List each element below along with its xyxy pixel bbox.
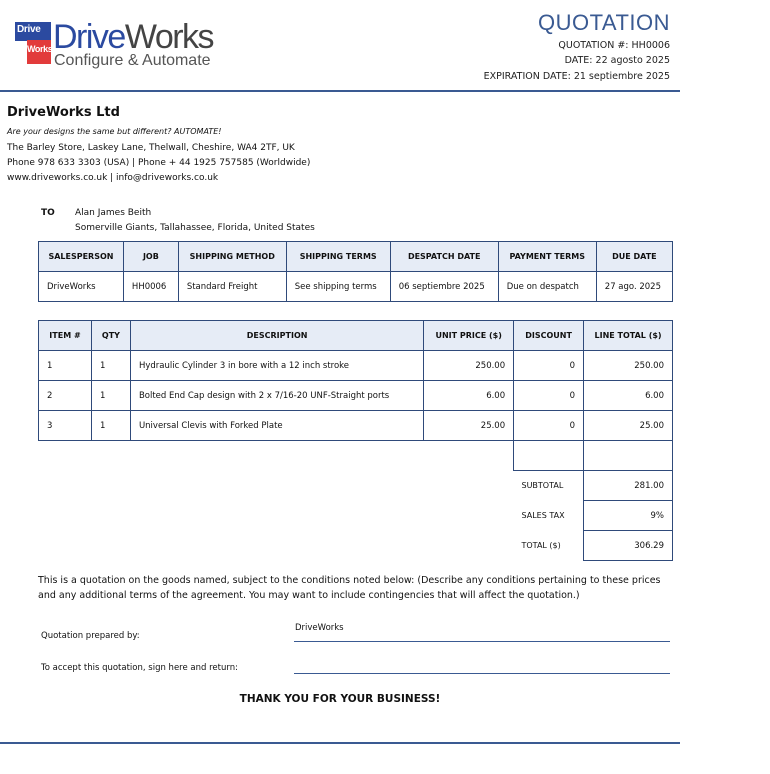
col-due-date: DUE DATE [596,242,672,272]
col-description: DESCRIPTION [130,321,423,351]
logo-mark [15,22,51,64]
item-unit-price: 250.00 [424,351,514,381]
col-unit-price: UNIT PRICE ($) [424,321,514,351]
totals-table [513,440,673,561]
quotation-date: DATE: 22 agosto 2025 [564,55,670,66]
item-description: Universal Clevis with Forked Plate [130,411,423,441]
col-payment-terms: PAYMENT TERMS [498,242,596,272]
logo-mark-bottom: Works [27,44,53,54]
total-label: TOTAL ($) [521,541,561,550]
col-salesperson: SALESPERSON [39,242,124,272]
customer-name: Alan James Beith [75,208,152,218]
col-shipping-method: SHIPPING METHOD [178,242,286,272]
items-table [38,320,673,441]
item-qty: 1 [91,411,130,441]
total-row [514,531,673,561]
company-name: DriveWorks Ltd [7,105,120,120]
quotation-conditions-note: This is a quotation on the goods named, subject to the conditions noted below: (Describe any conditions pertaining to these prices and any additional terms of the agreement. You may want to include contingencies that will affect the quotation.) [38,575,661,601]
tax-row [514,501,673,531]
sales-tax-value: 9% [584,501,673,531]
customer-address: Somerville Giants, Tallahassee, Florida, United States [75,223,315,233]
prepared-by-value: DriveWorks [295,623,344,633]
expiration-date: EXPIRATION DATE: 21 septiembre 2025 [483,71,670,82]
logo-mark-top: Drive [17,24,41,35]
payment-terms-value: Due on despatch [498,272,596,302]
item-line-total: 6.00 [584,381,673,411]
item-row [39,411,673,441]
totals-spacer-row [514,441,673,471]
company-slogan: Are your designs the same but different? AUTOMATE! [7,127,222,136]
item-qty: 1 [91,351,130,381]
item-unit-price: 6.00 [424,381,514,411]
item-discount: 0 [514,411,584,441]
sales-tax-label: SALES TAX [521,511,565,520]
shipping-table [38,241,673,302]
subtotal-label: SUBTOTAL [521,481,564,491]
prepared-by-line [294,641,670,642]
totals-spacer-cell [514,441,584,471]
col-despatch-date: DESPATCH DATE [390,242,498,272]
item-discount: 0 [514,381,584,411]
totals-spacer-cell [584,441,673,471]
col-qty: QTY [91,321,130,351]
quotation-title: QUOTATION [537,10,670,35]
subtotal-row [514,471,673,501]
brand-part1: Drive [53,18,125,56]
brand-tagline: Configure & Automate [54,52,211,69]
company-phone: Phone 978 633 3303 (USA) | Phone + 44 1925 757585 (Worldwide) [7,158,311,168]
item-discount: 0 [514,351,584,381]
item-row [39,381,673,411]
shipping-method-value: Standard Freight [178,272,286,302]
shipping-header-row [39,242,673,272]
col-item-number: ITEM # [39,321,92,351]
despatch-date-value: 06 septiembre 2025 [390,272,498,302]
company-web: www.driveworks.co.uk | info@driveworks.co.uk [7,173,219,183]
footer-divider [0,742,680,744]
col-line-total: LINE TOTAL ($) [584,321,673,351]
to-label: TO [41,208,55,218]
job-value: HH0006 [123,272,178,302]
company-address: The Barley Store, Laskey Lane, Thelwall, Cheshire, WA4 2TF, UK [7,143,295,153]
item-unit-price: 25.00 [424,411,514,441]
item-line-total: 25.00 [584,411,673,441]
shipping-value-row [39,272,673,302]
item-number: 2 [39,381,92,411]
salesperson-value: DriveWorks [39,272,124,302]
quotation-number: QUOTATION #: HH0006 [558,40,670,51]
thank-you-message: THANK YOU FOR YOUR BUSINESS! [239,693,441,705]
item-description: Hydraulic Cylinder 3 in bore with a 12 inch stroke [130,351,423,381]
col-job: JOB [123,242,178,272]
item-row [39,351,673,381]
signature-line [294,673,670,674]
brand-wordmark [53,18,213,56]
shipping-terms-value: See shipping terms [286,272,390,302]
prepared-by-label: Quotation prepared by: [41,631,140,641]
col-shipping-terms: SHIPPING TERMS [286,242,390,272]
brand-part2: Works [124,18,214,56]
total-value: 306.29 [584,531,673,561]
item-line-total: 250.00 [584,351,673,381]
header-divider [0,90,680,92]
item-description: Bolted End Cap design with 2 x 7/16-20 UNF-Straight ports [130,381,423,411]
col-discount: DISCOUNT [514,321,584,351]
item-qty: 1 [91,381,130,411]
item-number: 3 [39,411,92,441]
due-date-value: 27 ago. 2025 [596,272,672,302]
subtotal-value: 281.00 [584,471,673,501]
accept-label: To accept this quotation, sign here and return: [41,663,238,673]
items-header-row [39,321,673,351]
item-number: 1 [39,351,92,381]
